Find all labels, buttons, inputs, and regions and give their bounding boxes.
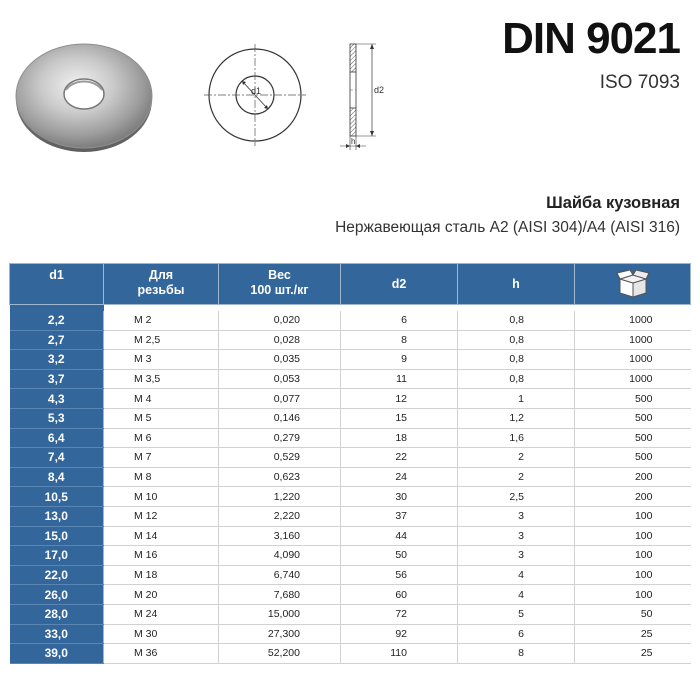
- cell-d1: 10,5: [10, 487, 104, 507]
- product-material: Нержавеющая сталь A2 (AISI 304)/A4 (AISI 316): [335, 219, 680, 236]
- table-row: [10, 604, 691, 624]
- washer-photo: [8, 30, 158, 160]
- cell-thread: M 10: [104, 487, 219, 507]
- cell-d2: 30: [341, 487, 458, 507]
- product-name: Шайба кузовная: [546, 194, 680, 212]
- cell-weight: 0,053: [219, 369, 341, 389]
- table-row: [10, 330, 691, 350]
- cell-h: 4: [458, 565, 575, 585]
- table-row: [10, 428, 691, 448]
- cell-thread: M 6: [104, 428, 219, 448]
- cell-weight: 0,028: [219, 330, 341, 350]
- cell-weight: 7,680: [219, 585, 341, 605]
- cell-d2: 18: [341, 428, 458, 448]
- cell-thread: M 4: [104, 389, 219, 409]
- cell-h: 0,8: [458, 311, 575, 330]
- table-row: [10, 389, 691, 409]
- cell-thread: M 36: [104, 644, 219, 664]
- cell-thread: M 2,5: [104, 330, 219, 350]
- cell-d1: 8,4: [10, 467, 104, 487]
- cell-d2: 50: [341, 546, 458, 566]
- cell-d2: 72: [341, 604, 458, 624]
- cell-thread: M 3,5: [104, 369, 219, 389]
- cell-d2: 15: [341, 408, 458, 428]
- table-row: [10, 624, 691, 644]
- cell-qty: 500: [575, 408, 691, 428]
- table-row: [10, 526, 691, 546]
- cell-weight: 1,220: [219, 487, 341, 507]
- box-icon: [616, 269, 650, 299]
- cell-h: 5: [458, 604, 575, 624]
- cell-d2: 8: [341, 330, 458, 350]
- table-header-row: [10, 264, 691, 305]
- cell-qty: 100: [575, 565, 691, 585]
- cell-thread: M 7: [104, 448, 219, 468]
- cell-d2: 56: [341, 565, 458, 585]
- cell-thread: M 16: [104, 546, 219, 566]
- cell-thread: M 3: [104, 350, 219, 370]
- cell-d1: 13,0: [10, 506, 104, 526]
- cell-d1: 6,4: [10, 428, 104, 448]
- cell-d2: 60: [341, 585, 458, 605]
- cell-thread: M 14: [104, 526, 219, 546]
- cell-thread: M 20: [104, 585, 219, 605]
- cell-thread: M 12: [104, 506, 219, 526]
- cell-d2: 22: [341, 448, 458, 468]
- cell-d1: 3,2: [10, 350, 104, 370]
- cell-weight: 52,200: [219, 644, 341, 664]
- col-header-package: [575, 264, 691, 305]
- cell-d1: 17,0: [10, 546, 104, 566]
- cell-weight: 27,300: [219, 624, 341, 644]
- cell-qty: 1000: [575, 311, 691, 330]
- table-row: [10, 408, 691, 428]
- table-row: [10, 565, 691, 585]
- cell-h: 1,2: [458, 408, 575, 428]
- cell-d1: 4,3: [10, 389, 104, 409]
- cell-qty: 200: [575, 467, 691, 487]
- cell-weight: 4,090: [219, 546, 341, 566]
- cell-d1: 3,7: [10, 369, 104, 389]
- spec-table-body: [10, 311, 691, 663]
- cell-d2: 37: [341, 506, 458, 526]
- cell-weight: 2,220: [219, 506, 341, 526]
- table-row: [10, 448, 691, 468]
- cell-d2: 9: [341, 350, 458, 370]
- cell-qty: 500: [575, 448, 691, 468]
- cell-h: 1: [458, 389, 575, 409]
- cell-qty: 100: [575, 506, 691, 526]
- col-header-weight-line1: Вес: [268, 268, 291, 282]
- cell-weight: 6,740: [219, 565, 341, 585]
- cell-d2: 44: [341, 526, 458, 546]
- d2-label: d2: [374, 85, 385, 95]
- table-row: [10, 585, 691, 605]
- cell-d2: 11: [341, 369, 458, 389]
- cell-qty: 100: [575, 526, 691, 546]
- cell-qty: 1000: [575, 369, 691, 389]
- cell-qty: 1000: [575, 350, 691, 370]
- cell-h: 0,8: [458, 330, 575, 350]
- cell-qty: 200: [575, 487, 691, 507]
- washer-side-drawing: [330, 38, 390, 156]
- cell-h: 2: [458, 467, 575, 487]
- cell-d1: 39,0: [10, 644, 104, 664]
- cell-thread: M 24: [104, 604, 219, 624]
- cell-thread: M 8: [104, 467, 219, 487]
- cell-h: 6: [458, 624, 575, 644]
- col-header-thread: [104, 264, 219, 305]
- cell-weight: 0,020: [219, 311, 341, 330]
- cell-h: 3: [458, 506, 575, 526]
- col-header-weight-line2: 100 шт./кг: [250, 283, 309, 297]
- cell-d1: 26,0: [10, 585, 104, 605]
- h-label: h: [351, 137, 356, 146]
- cell-qty: 500: [575, 389, 691, 409]
- cell-h: 0,8: [458, 350, 575, 370]
- cell-d2: 92: [341, 624, 458, 644]
- cell-h: 3: [458, 546, 575, 566]
- cell-weight: 0,077: [219, 389, 341, 409]
- cell-d2: 24: [341, 467, 458, 487]
- cell-h: 2,5: [458, 487, 575, 507]
- cell-d1: 2,2: [10, 311, 104, 330]
- cell-weight: 0,623: [219, 467, 341, 487]
- d1-label: d1: [251, 86, 262, 96]
- col-header-d2: d2: [341, 264, 458, 305]
- table-row: [10, 369, 691, 389]
- cell-h: 3: [458, 526, 575, 546]
- cell-d1: 33,0: [10, 624, 104, 644]
- cell-d2: 6: [341, 311, 458, 330]
- cell-d1: 15,0: [10, 526, 104, 546]
- col-header-h: h: [458, 264, 575, 305]
- table-row: [10, 644, 691, 664]
- table-row: [10, 546, 691, 566]
- table-row: [10, 311, 691, 330]
- table-row: [10, 506, 691, 526]
- cell-d2: 110: [341, 644, 458, 664]
- col-header-d1: d1: [10, 264, 104, 305]
- cell-h: 4: [458, 585, 575, 605]
- table-row: [10, 350, 691, 370]
- cell-weight: 0,279: [219, 428, 341, 448]
- cell-weight: 0,146: [219, 408, 341, 428]
- cell-weight: 3,160: [219, 526, 341, 546]
- cell-thread: M 5: [104, 408, 219, 428]
- cell-weight: 0,529: [219, 448, 341, 468]
- cell-qty: 25: [575, 624, 691, 644]
- standard-title: DIN 9021: [502, 14, 680, 63]
- spec-table: [9, 263, 691, 664]
- table-row: [10, 487, 691, 507]
- cell-h: 2: [458, 448, 575, 468]
- cell-weight: 15,000: [219, 604, 341, 624]
- cell-qty: 1000: [575, 330, 691, 350]
- cell-thread: M 2: [104, 311, 219, 330]
- cell-h: 1,6: [458, 428, 575, 448]
- cell-weight: 0,035: [219, 350, 341, 370]
- cell-thread: M 18: [104, 565, 219, 585]
- cell-d1: 2,7: [10, 330, 104, 350]
- cell-qty: 100: [575, 585, 691, 605]
- cell-thread: M 30: [104, 624, 219, 644]
- cell-qty: 500: [575, 428, 691, 448]
- cell-h: 0,8: [458, 369, 575, 389]
- cell-d1: 7,4: [10, 448, 104, 468]
- iso-standard: ISO 7093: [599, 72, 680, 93]
- cell-qty: 50: [575, 604, 691, 624]
- cell-h: 8: [458, 644, 575, 664]
- col-header-thread-line2: резьбы: [137, 283, 185, 297]
- cell-d1: 22,0: [10, 565, 104, 585]
- cell-d1: 28,0: [10, 604, 104, 624]
- cell-qty: 25: [575, 644, 691, 664]
- col-header-weight: [219, 264, 341, 305]
- table-row: [10, 467, 691, 487]
- washer-front-drawing: [200, 40, 310, 150]
- cell-d2: 12: [341, 389, 458, 409]
- col-header-thread-line1: Для: [148, 268, 174, 282]
- cell-d1: 5,3: [10, 408, 104, 428]
- cell-qty: 100: [575, 546, 691, 566]
